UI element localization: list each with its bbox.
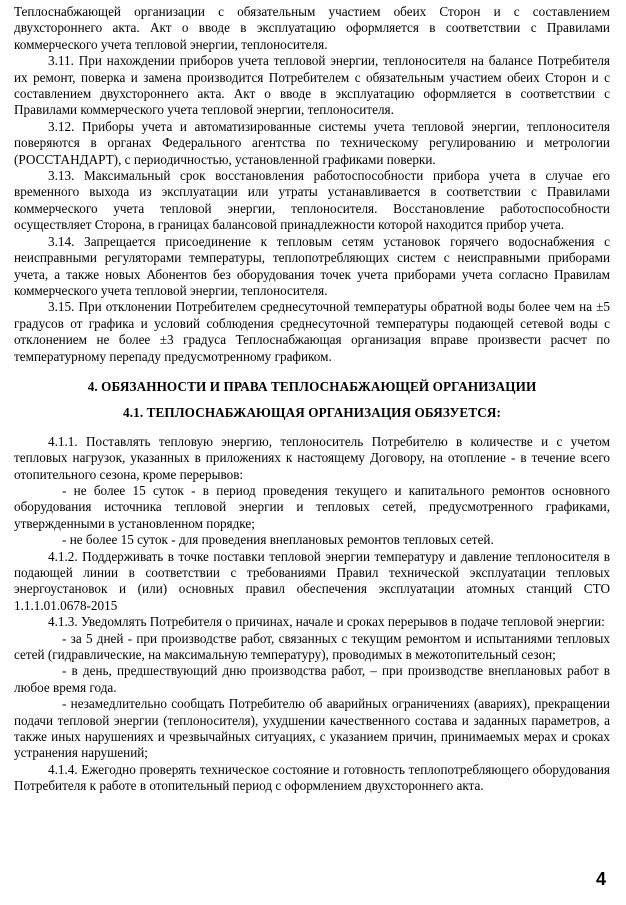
paragraph-4-1-1: 4.1.1. Поставлять тепловую энергию, теплоноситель Потребителю в количестве и с учетом тепловых нагрузок, указанных в приложениях к настоящему Договору, на отопление - в течение всего отопительного сезона, кроме перерывов: (14, 433, 610, 482)
paragraph-4-1-2: 4.1.2. Поддерживать в точке поставки тепловой энергии температуру и давление теплоносителя в подающей линии в соответствии с требованиями Правил технической эксплуатации тепловых энергоустановок и (или) основных правил обеспечения эксплуатации атомных станций СТО 1.1.1.01.0678-2015 (14, 548, 610, 613)
subsection-heading-4-1: 4.1. ТЕПЛОСНАБЖАЮЩАЯ ОРГАНИЗАЦИЯ ОБЯЗУЕТСЯ: (123, 405, 501, 421)
paragraph-4-1-3: 4.1.3. Уведомлять Потребителя о причинах, начале и сроках перерывов в подаче тепловой энергии: (48, 614, 605, 630)
paragraph-3-12: 3.12. Приборы учета и автоматизированные системы учета тепловой энергии, теплоносителя поверяются в органах Федерального агентства по техническому регулированию и метрологии (РОССТАНДАРТ), с периодичностью, установленной графиками поверки. (14, 118, 610, 167)
paragraph-3-13: 3.13. Максимальный срок восстановления работоспособности прибора учета в случае его временного выхода из эксплуатации или утраты устанавливается в соответствии с Правилами коммерческого учета тепловой энергии, теплоносителя. Восстановление работоспособности осуществляет Сторона, в границах балансовой принадлежности которой находится прибор учета. (14, 168, 610, 233)
paragraph-3-11: 3.11. При нахождении приборов учета тепловой энергии, теплоносителя на балансе Потребителя их ремонт, поверка и замена производится Потребителем с обязательным участием обеих Сторон и с составлением двухстороннего акта. Акт о вводе в эксплуатацию оформляется в соответствии с Правилами коммерческого учета тепловой энергии, теплоносителя. (14, 53, 610, 118)
paragraph-3-15: 3.15. При отклонении Потребителем среднесуточной температуры обратной воды более чем на ±5 градусов от графика и условий соблюдения среднесуточной температуры подающей сетевой воды с отклонением не более ±3 градуса Теплоснабжающая организация вправе произвести расчет по температурному перепаду предусмотренному графиком. (14, 299, 610, 364)
page-number: 4 (595, 868, 606, 889)
document-body (14, 4, 610, 795)
paragraph-4-1-4: 4.1.4. Ежегодно проверять техническое состояние и готовность теплопотребляющего оборудования Потребителя к работе в отопительный период с оформлением двухстороннего акта. (14, 761, 610, 794)
list-item-immediately: - незамедлительно сообщать Потребителю об аварийных ограничениях (авариях), прекращении подачи тепловой энергии (теплоносителя), ухудшении качественного состава и заданных параметров, а также иных нарушениях и чрезвычайных ситуациях, с указанием причин, принимаемых мерах и сроках устранения нарушений; (14, 696, 610, 761)
list-item-repair-period: - не более 15 суток - в период проведения текущего и капитального ремонтов основного оборудования источника тепловой энергии и тепловых сетей, предусмотренного графиками, утвержденными в установленном порядке; (14, 482, 610, 531)
paragraph-continuation: Теплоснабжающей организации с обязательным участием обеих Сторон и с составлением двухстороннего акта. Акт о вводе в эксплуатацию оформляется в соответствии с Правилами коммерческого учета тепловой энергии, теплоносителя. (14, 4, 610, 52)
section-heading-4: 4. ОБЯЗАННОСТИ И ПРАВА ТЕПЛОСНАБЖАЮЩЕЙ ОРГАНИЗАЦИИ (87, 378, 537, 394)
list-item-5-days: - за 5 дней - при производстве работ, связанных с текущим ремонтом и испытаниями тепловых сетей (гидравлические, на максимальную температуру), проводимых в межотопительный сезон; (14, 630, 610, 663)
list-item-unplanned-repair: - не более 15 суток - для проведения внеплановых ремонтов тепловых сетей. (62, 532, 494, 548)
paragraph-3-14: 3.14. Запрещается присоединение к тепловым сетям установок горячего водоснабжения с неисправными регуляторами температуры, теплопотребляющих систем с неисправными приборами учета, а также новых Абонентов без оборудования точек учета приборами учета согласно Правилам коммерческого учета тепловой энергии, теплоносителя. (14, 233, 610, 298)
list-item-day-before: - в день, предшествующий дню производства работ, – при производстве внеплановых работ в любое время года. (14, 663, 610, 695)
